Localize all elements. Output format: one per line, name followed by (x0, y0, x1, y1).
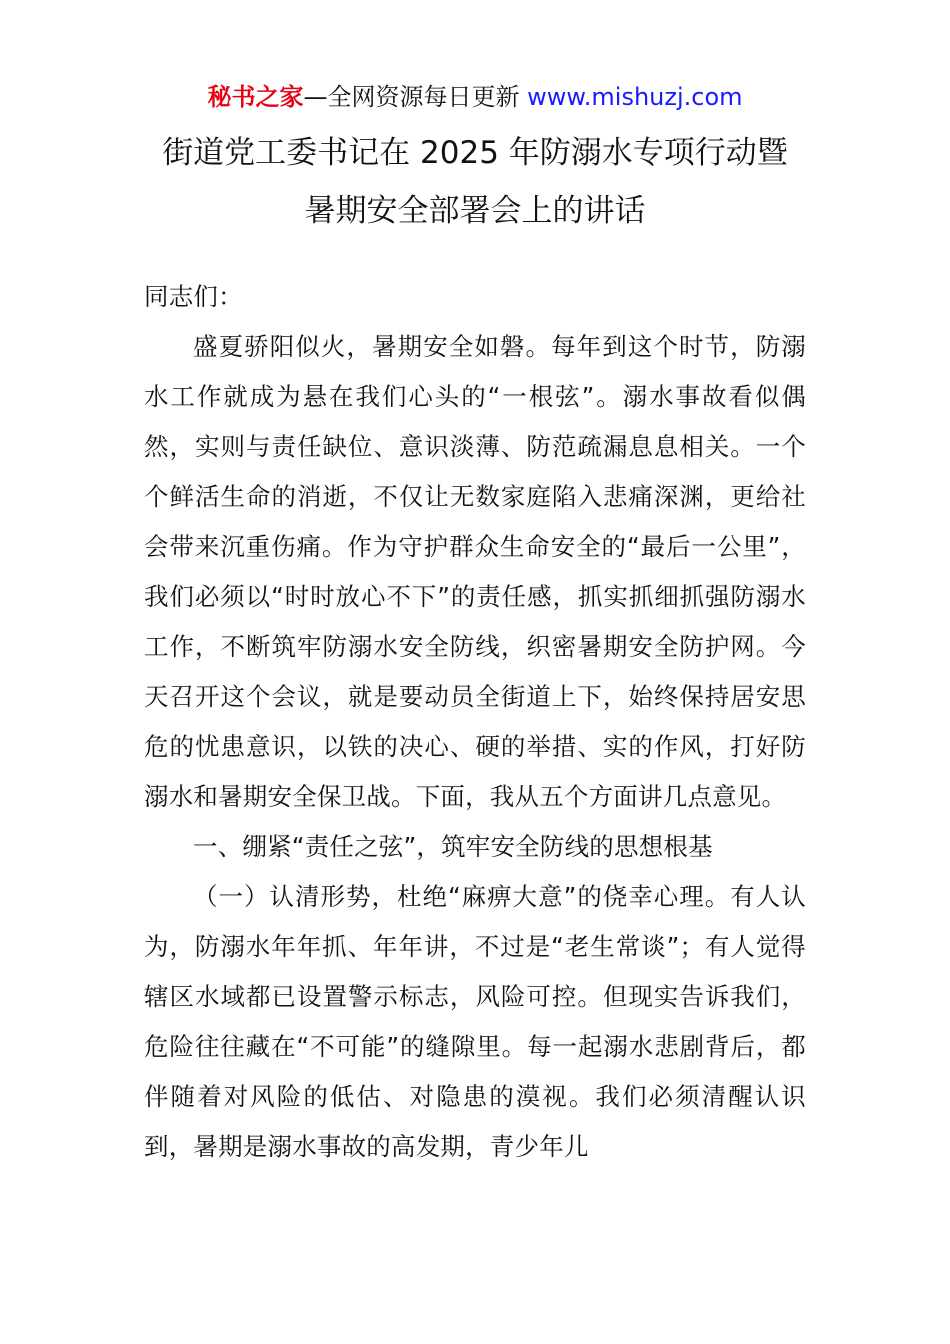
title-line-2: 暑期安全部署会上的讲话 (304, 193, 646, 229)
title-line-1: 街道党工委书记在 2025 年防溺水专项行动暨 (162, 135, 788, 171)
site-brand: 秘书之家 (207, 83, 304, 111)
document-body (144, 272, 806, 1172)
site-url-link[interactable]: www.mishuzj.com (527, 83, 743, 111)
salutation: 同志们： (144, 282, 243, 311)
paragraph-intro: 盛夏骄阳似火，暑期安全如磐。每年到这个时节，防溺水工作就成为悬在我们心头的“一根弦”。溺水事故看似偶然，实则与责任缺位、意识淡薄、防范疏漏息息相关。一个个鲜活生命的消逝，不仅让无数家庭陷入悲痛深渊，更给社会带来沉重伤痛。作为守护群众生命安全的“最后一公里”，我们必须以“时时放心不下”的责任感，抓实抓细抓强防溺水工作，不断筑牢防溺水安全防线，织密暑期安全防护网。今天召开这个会议，就是要动员全街道上下，始终保持居安思危的忧患意识，以铁的决心、硬的举措、实的作风，打好防溺水和暑期安全保卫战。下面，我从五个方面讲几点意见。 (144, 332, 806, 811)
site-tagline: —全网资源每日更新 (303, 83, 528, 111)
paragraph-section-1-1: （一）认清形势，杜绝“麻痹大意”的侥幸心理。有人认为，防溺水年年抓、年年讲，不过是“老生常谈”；有人觉得辖区水域都已设置警示标志，风险可控。但现实告诉我们，危险往往藏在“不可能”的缝隙里。每一起溺水悲剧背后，都伴随着对风险的低估、对隐患的漠视。我们必须清醒认识到，暑期是溺水事故的高发期，青少年儿 (144, 882, 806, 1161)
section-heading-1: 一、绷紧“责任之弦”，筑牢安全防线的思想根基 (193, 832, 713, 861)
document-title (0, 124, 950, 240)
site-header (0, 80, 950, 114)
